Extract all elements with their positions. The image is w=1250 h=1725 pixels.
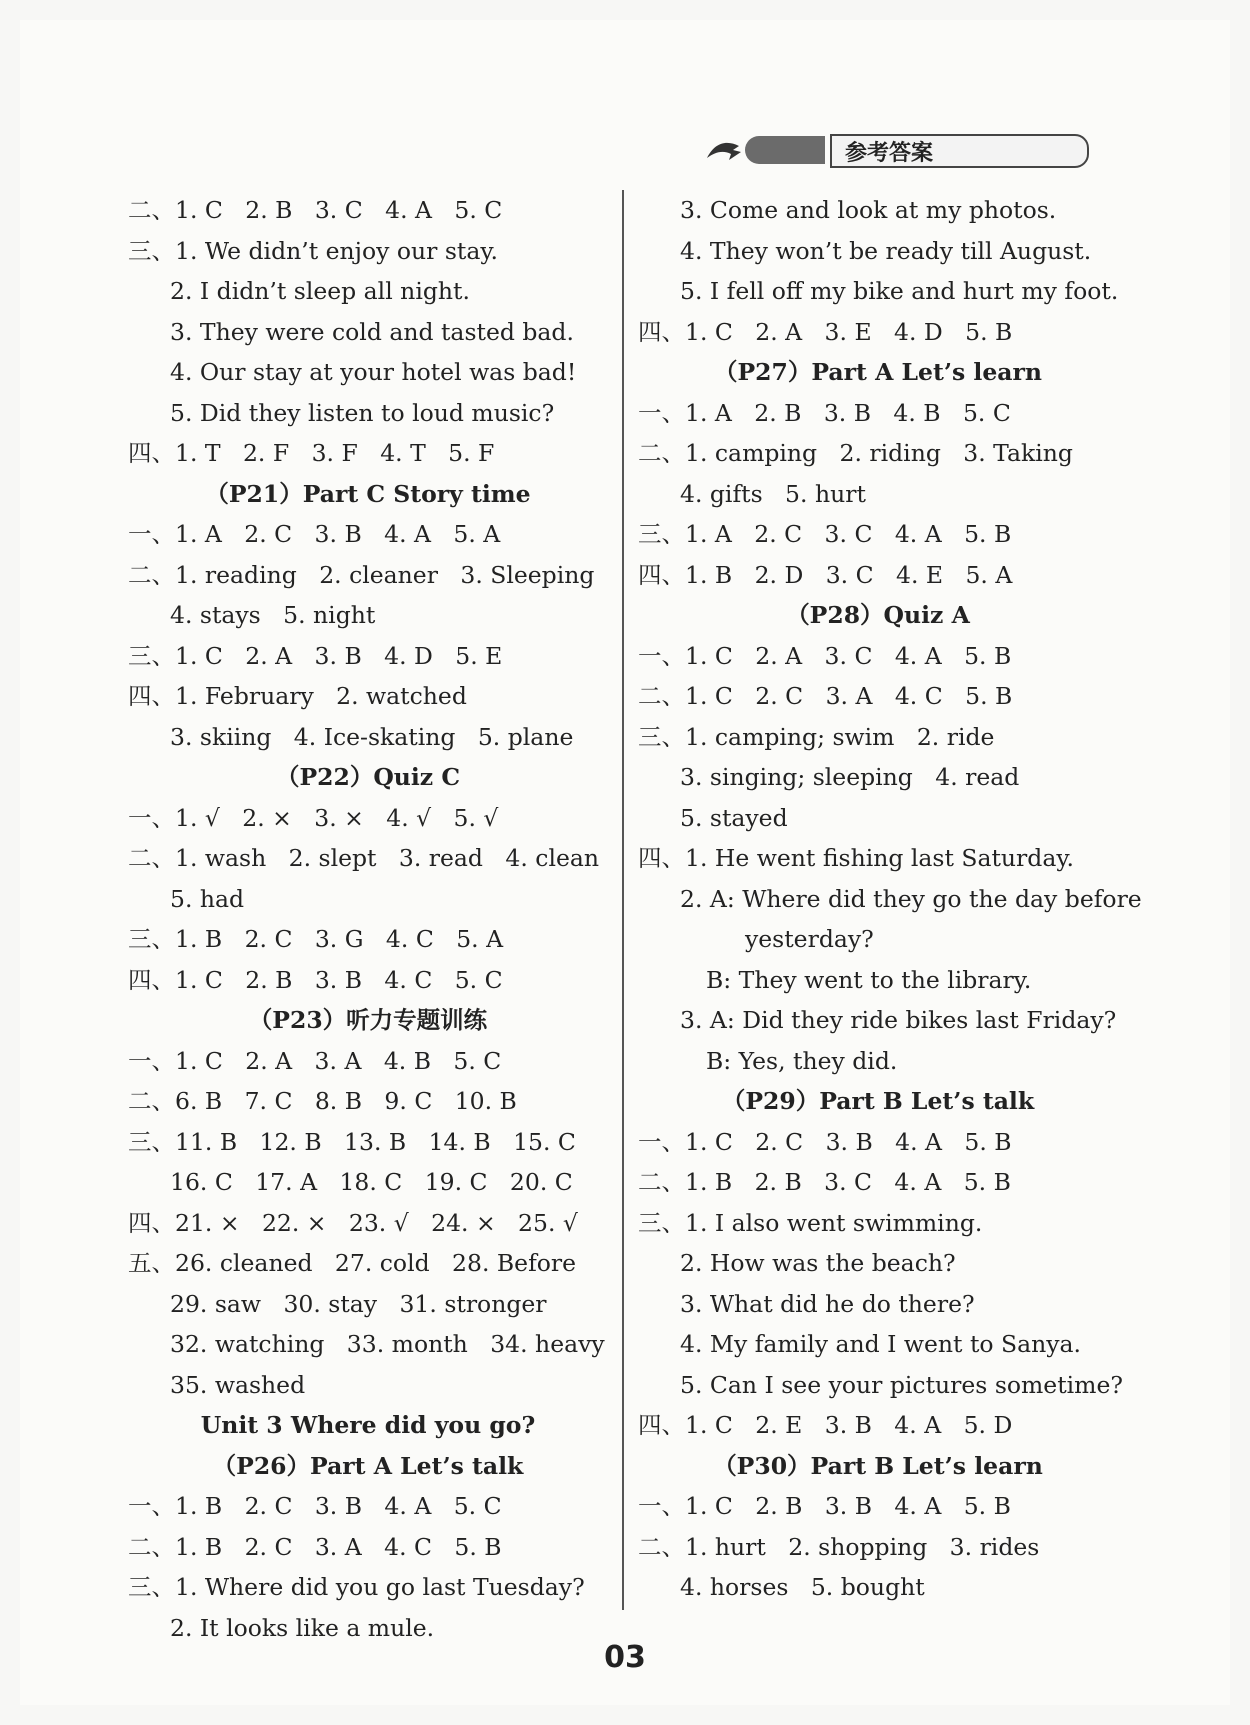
section-heading: （P22）Quiz C (275, 763, 461, 791)
section-heading: Unit 3 Where did you go? (200, 1411, 536, 1439)
page-number: 03 (604, 1640, 646, 1675)
answer-line: 三、1. A 2. C 3. C 4. A 5. B (638, 520, 1012, 548)
answer-line: B: They went to the library. (706, 965, 1032, 994)
answer-line: 二、1. camping 2. riding 3. Taking (638, 439, 1073, 467)
answer-line: 2. How was the beach? (680, 1249, 956, 1277)
answer-line: 一、1. B 2. C 3. B 4. A 5. C (128, 1492, 502, 1520)
answer-line: 3. singing; sleeping 4. read (680, 763, 1020, 791)
answer-line: 四、21. × 22. × 23. √ 24. × 25. √ (128, 1208, 578, 1237)
answer-line: 29. saw 30. stay 31. stronger (170, 1289, 547, 1318)
answer-line: 32. watching 33. month 34. heavy (170, 1330, 605, 1358)
column-divider (622, 190, 624, 1610)
answer-line: 3. Come and look at my photos. (680, 196, 1057, 224)
answer-line: 四、1. He went fishing last Saturday. (638, 844, 1074, 872)
answer-line: 一、1. √ 2. × 3. × 4. √ 5. √ (128, 803, 499, 832)
answer-line: 一、1. C 2. A 3. A 4. B 5. C (128, 1046, 502, 1075)
answer-line: 四、1. C 2. A 3. E 4. D 5. B (638, 317, 1013, 346)
answer-line: 5. Can I see your pictures sometime? (680, 1370, 1123, 1399)
answer-line: 4. gifts 5. hurt (680, 479, 866, 508)
answer-line: 2. A: Where did they go the day before (680, 884, 1142, 913)
answer-line: 3. A: Did they ride bikes last Friday? (680, 1006, 1117, 1034)
answer-line: 35. washed (170, 1370, 306, 1399)
answer-line: 3. They were cold and tasted bad. (170, 317, 574, 346)
answer-line: 一、1. A 2. B 3. B 4. B 5. C (638, 398, 1011, 427)
answer-line: 二、1. B 2. B 3. C 4. A 5. B (638, 1168, 1011, 1196)
answer-line: 二、1. C 2. B 3. C 4. A 5. C (128, 196, 503, 224)
answer-line: 二、1. B 2. C 3. A 4. C 5. B (128, 1532, 502, 1561)
answer-line: 3. What did he do there? (680, 1289, 975, 1318)
answer-line: 三、1. C 2. A 3. B 4. D 5. E (128, 641, 503, 670)
answer-line: 16. C 17. A 18. C 19. C 20. C (170, 1168, 573, 1196)
answer-line: 4. Our stay at your hotel was bad! (170, 358, 577, 386)
answer-line: 一、1. A 2. C 3. B 4. A 5. A (128, 520, 501, 548)
answer-line: 三、1. We didn’t enjoy our stay. (128, 236, 498, 265)
section-heading: （P21）Part C Story time (205, 479, 531, 508)
section-heading: （P28）Quiz A (786, 601, 970, 629)
answer-line: 2. It looks like a mule. (170, 1613, 435, 1642)
answer-line: B: Yes, they did. (706, 1046, 898, 1075)
answer-line: 四、1. February 2. watched (128, 682, 467, 710)
right-column (638, 190, 1142, 1608)
section-heading: （P27）Part A Let’s learn (714, 358, 1042, 386)
header-title: 参考答案 (845, 141, 934, 166)
answer-line: 5. Did they listen to loud music? (170, 398, 555, 427)
answer-line: 四、1. C 2. E 3. B 4. A 5. D (638, 1411, 1013, 1439)
swoosh-arrow-icon (705, 136, 743, 164)
answer-line: 三、1. B 2. C 3. G 4. C 5. A (128, 925, 504, 953)
section-heading: （P29）Part B Let’s talk (721, 1087, 1035, 1115)
answer-line: 5. I fell off my bike and hurt my foot. (680, 277, 1119, 305)
answer-line: 4. stays 5. night (170, 601, 376, 629)
banner-bar (745, 136, 825, 164)
answer-line: yesterday? (745, 925, 874, 953)
answer-line: 二、1. wash 2. slept 3. read 4. clean (128, 844, 600, 872)
answer-line: 5. stayed (680, 803, 788, 832)
answer-line: 四、1. B 2. D 3. C 4. E 5. A (638, 560, 1013, 589)
answer-line: 一、1. C 2. C 3. B 4. A 5. B (638, 1127, 1012, 1156)
answer-line: 四、1. T 2. F 3. F 4. T 5. F (128, 439, 495, 467)
answer-line: 一、1. C 2. B 3. B 4. A 5. B (638, 1492, 1011, 1520)
answer-line: 五、26. cleaned 27. cold 28. Before (128, 1249, 577, 1277)
answer-line: 4. They won’t be ready till August. (680, 236, 1092, 265)
answer-line: 4. horses 5. bought (680, 1573, 925, 1601)
answer-line: 5. had (170, 884, 245, 913)
answer-line: 二、1. hurt 2. shopping 3. rides (638, 1532, 1040, 1561)
section-heading: （P26）Part A Let’s talk (212, 1451, 524, 1480)
answer-line: 二、6. B 7. C 8. B 9. C 10. B (128, 1087, 517, 1115)
answer-line: 四、1. C 2. B 3. B 4. C 5. C (128, 965, 503, 994)
answer-line: 三、1. Where did you go last Tuesday? (128, 1573, 585, 1601)
answer-line: 3. skiing 4. Ice-skating 5. plane (170, 722, 574, 751)
answer-line: 一、1. C 2. A 3. C 4. A 5. B (638, 641, 1012, 670)
header-banner (705, 130, 1105, 170)
answer-line: 二、1. C 2. C 3. A 4. C 5. B (638, 682, 1013, 710)
answer-line: 二、1. reading 2. cleaner 3. Sleeping (128, 560, 595, 589)
answer-line: 三、1. I also went swimming. (638, 1208, 983, 1237)
section-heading: （P23）听力专题训练 (248, 1006, 488, 1034)
answer-line: 三、1. camping; swim 2. ride (638, 722, 995, 751)
answer-line: 4. My family and I went to Sanya. (680, 1330, 1082, 1358)
answer-line: 三、11. B 12. B 13. B 14. B 15. C (128, 1127, 576, 1156)
section-heading: （P30）Part B Let’s learn (713, 1451, 1043, 1480)
answer-line: 2. I didn’t sleep all night. (170, 277, 470, 305)
left-column (128, 190, 608, 1648)
